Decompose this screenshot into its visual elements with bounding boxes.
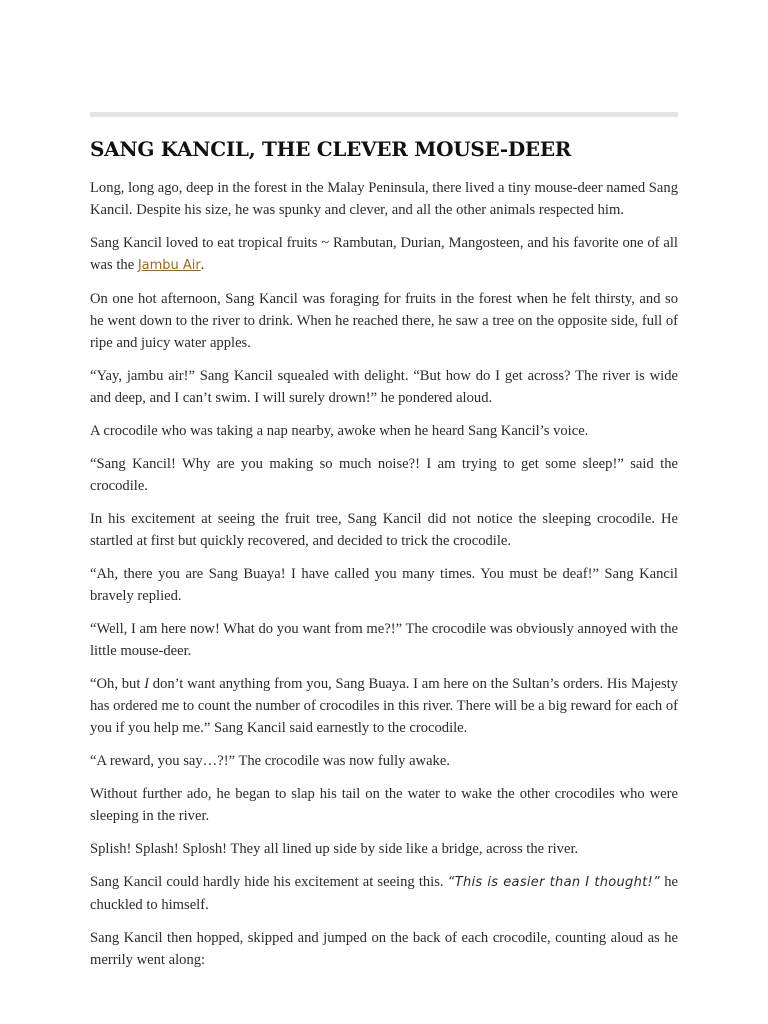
paragraph-15: Sang Kancil then hopped, skipped and jumped on the back of each crocodile, counting aloud as he merrily went along: bbox=[90, 930, 678, 968]
paragraph-2 bbox=[90, 232, 678, 277]
paragraph-10-end: don’t want anything from you, Sang Buaya. I am here on the Sultan’s orders. His Majesty has ordered me to count the number of crocodiles in this river. There will be a big reward for each of you if you help me.” Sang Kancil said earnestly to the crocodile. bbox=[90, 676, 678, 736]
paragraph-5: A crocodile who was taking a nap nearby, awoke when he heard Sang Kancil’s voice. bbox=[90, 423, 589, 439]
paragraph-6: “Sang Kancil! Why are you making so much noise?! I am trying to get some sleep!” said the crocodile. bbox=[90, 456, 678, 494]
paragraph-14-start: Sang Kancil could hardly hide his excitement at seeing this. bbox=[90, 874, 448, 890]
paragraph-2-end: . bbox=[200, 257, 205, 273]
paragraph-10 bbox=[90, 673, 678, 739]
article bbox=[90, 112, 678, 982]
paragraph-2-text: Sang Kancil loved to eat tropical fruits ~ Rambutan, Durian, Mangosteen, and his favorite one of all was the bbox=[90, 235, 678, 273]
jambu-air-link[interactable]: Jambu Air bbox=[137, 258, 201, 273]
article-title: SANG KANCIL, THE CLEVER MOUSE-DEER bbox=[90, 137, 572, 161]
top-divider bbox=[90, 112, 678, 117]
paragraph-4: “Yay, jambu air!” Sang Kancil squealed with delight. “But how do I get across? The river is wide and deep, and I can’t swim. I will surely drown!” he pondered aloud. bbox=[90, 368, 678, 406]
paragraph-12: Without further ado, he began to slap his tail on the water to wake the other crocodiles who were sleeping in the river. bbox=[90, 786, 678, 824]
paragraph-7: In his excitement at seeing the fruit tree, Sang Kancil did not notice the sleeping crocodile. He startled at first but quickly recovered, and decided to trick the crocodile. bbox=[90, 511, 678, 549]
paragraph-11: “A reward, you say…?!” The crocodile was now fully awake. bbox=[90, 753, 450, 769]
paragraph-9: “Well, I am here now! What do you want from me?!” The crocodile was obviously annoyed with the little mouse-deer. bbox=[90, 621, 678, 659]
paragraph-14 bbox=[90, 871, 678, 916]
paragraph-13: Splish! Splash! Splosh! They all lined up side by side like a bridge, across the river. bbox=[90, 841, 579, 857]
paragraph-3: On one hot afternoon, Sang Kancil was foraging for fruits in the forest when he felt thirsty, and so he went down to the river to drink. When he reached there, he saw a tree on the opposite side, full of ripe and juicy water apples. bbox=[90, 291, 678, 351]
paragraph-10-italic: I bbox=[144, 676, 150, 692]
paragraph-8: “Ah, there you are Sang Buaya! I have called you many times. You must be deaf!” Sang Kancil bravely replied. bbox=[90, 566, 678, 604]
paragraph-10-start: “Oh, but bbox=[90, 676, 145, 692]
paragraph-1: Long, long ago, deep in the forest in the Malay Peninsula, there lived a tiny mouse-deer named Sang Kancil. Despite his size, he was spunky and clever, and all the other animals respected him. bbox=[90, 180, 678, 218]
paragraph-14-end: he chuckled to himself. bbox=[90, 874, 678, 913]
paragraph-14-quote: “This is easier than I thought!” bbox=[447, 875, 661, 890]
